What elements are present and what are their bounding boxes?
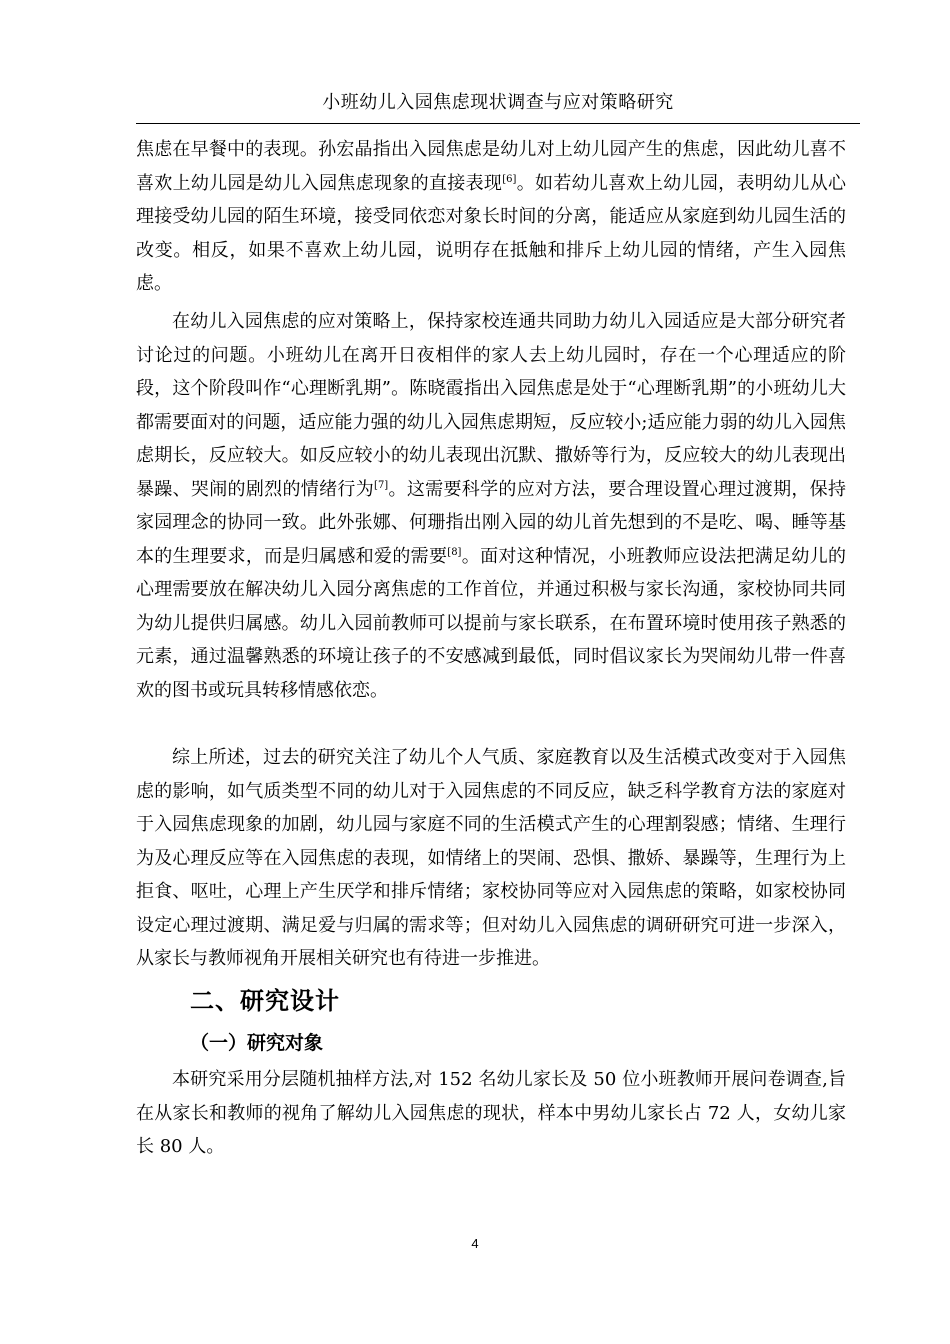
paragraph-text: 焦虑在早餐中的表现。孙宏晶指出入园焦虑是幼儿对上幼儿园产生的焦虑，因此幼儿喜不喜欢上幼儿园是幼儿入园焦虑现象的直接表现 bbox=[136, 139, 846, 194]
citation-ref-8: [8] bbox=[447, 546, 462, 558]
subsection-heading: （一）研究对象 bbox=[190, 1032, 324, 1054]
paragraph-strategies bbox=[136, 305, 846, 707]
paragraph-summary: 综上所述，过去的研究关注了幼儿个人气质、家庭教育以及生活模式改变对于入园焦虑的影响，如气质类型不同的幼儿对于入园焦虑的不同反应，缺乏科学教育方法的家庭对于入园焦虑现象的加剧，幼儿园与家庭不同的生活模式产生的心理割裂感；情绪、生理行为及心理反应等在入园焦虑的表现，如情绪上的哭闹、恐惧、撒娇、暴躁等，生理行为上拒食、呕吐，心理上产生厌学和排斥情绪；家校协同等应对入园焦虑的策略，如家校协同设定心理过渡期、满足爱与归属的需求等；但对幼儿入园焦虑的调研研究可进一步深入，从家长与教师视角开展相关研究也有待进一步推进。 bbox=[136, 747, 846, 969]
paragraph-text: 在幼儿入园焦虑的应对策略上，保持家校连通共同助力幼儿入园适应是大部分研究者讨论过的问题。小班幼儿在离开日夜相伴的家人去上幼儿园时，存在一个心理适应的阶段，这个阶段叫作“心理断乳期”。陈晓霞指出入园焦虑是处于“心理断乳期”的小班幼儿大都需要面对的问题，适应能力强的幼儿入园焦虑期短，反应较小;适应能力弱的幼儿入园焦虑期长，反应较大。如反应较小的幼儿表现出沉默、撒娇等行为，反应较大的幼儿表现出暴躁、哭闹的剧烈的情绪行为 bbox=[136, 311, 846, 500]
paragraph-text: 。这需要科学的应对方法，要合理设置心理过渡期，保持家园理念的协同一致。此外张娜、何珊指出刚入园的幼儿首先想到的不是吃、喝、睡等基本的生理要求，而是归属感和爱的需要 bbox=[136, 478, 846, 567]
paragraph-text: 。面对这种情况，小班教师应设法把满足幼儿的心理需要放在解决幼儿入园分离焦虑的工作首位，并通过积极与家长沟通，家校协同共同为幼儿提供归属感。幼儿入园前教师可以提前与家长联系，在布置环境时使用孩子熟悉的元素，通过温馨熟悉的环境让孩子的不安感减到最低，同时倡议家长为哭闹幼儿带一件喜欢的图书或玩具转移情感依恋。 bbox=[136, 545, 847, 701]
header-rule bbox=[136, 123, 860, 124]
paragraph-text: 。如若幼儿喜欢上幼儿园，表明幼儿从心理接受幼儿园的陌生环境，接受同依恋对象长时间的分离，能适应从家庭到幼儿园生活的改变。相反，如果不喜欢上幼儿园，说明存在抵触和排斥上幼儿园的情绪，产生入园焦虑。 bbox=[136, 172, 847, 294]
running-header: 小班幼儿入园焦虑现状调查与应对策略研究 bbox=[322, 92, 674, 113]
page-number: 4 bbox=[471, 1236, 479, 1251]
paragraph-research-subjects: 本研究采用分层随机抽样方法,对 152 名幼儿家长及 50 位小班教师开展问卷调查,旨在从家长和教师的视角了解幼儿入园焦虑的现状，样本中男幼儿家长占 72 人，女幼儿家长 80 人。 bbox=[136, 1069, 846, 1157]
citation-ref-6: [6] bbox=[502, 173, 517, 185]
citation-ref-7: [7] bbox=[374, 479, 389, 491]
section-heading: 二、研究设计 bbox=[190, 987, 340, 1015]
paragraph-continued bbox=[136, 133, 846, 301]
